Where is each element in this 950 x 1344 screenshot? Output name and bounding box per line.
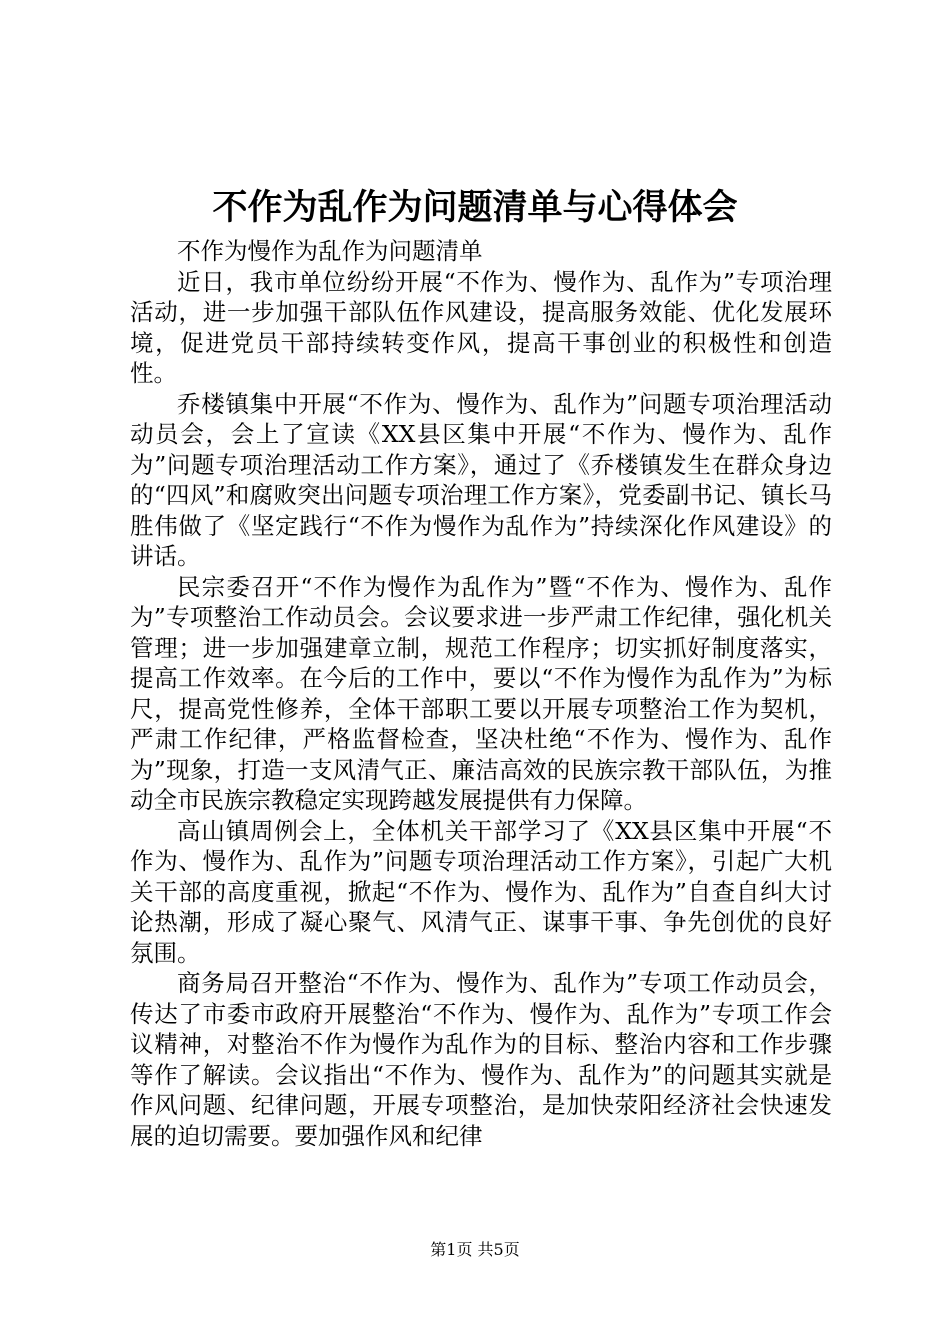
paragraph-subtitle: 不作为慢作为乱作为问题清单 [177, 237, 483, 265]
document-title: 不作为乱作为问题清单与心得体会 [212, 187, 738, 228]
paragraph-qiaolou: 乔楼镇集中开展“不作为、慢作为、乱作为”问题专项治理活动动员会，会上了宣读《XX县区集中开展“不作为、慢作为、乱作为”问题专项治理活动工作方案》，通过了《乔楼镇发生在群众身边的“四风”和腐败突出问题专项治理工作方案》，党委副书记、镇长马胜伟做了《坚定践行“不作为慢作为乱作为”持续深化作风建设》的讲话。 [130, 389, 832, 570]
paragraph-minzongwei: 民宗委召开“不作为慢作为乱作为”暨“不作为、慢作为、乱作为”专项整治工作动员会。会议要求进一步严肃工作纪律，强化机关管理；进一步加强建章立制，规范工作程序；切实抓好制度落实，提高工作效率。在今后的工作中，要以“不作为慢作为乱作为”为标尺，提高党性修养，全体干部职工要以开展专项整治工作为契机，严肃工作纪律，严格监督检查，坚决杜绝“不作为、慢作为、乱作为”现象，打造一支风清气正、廉洁高效的民族宗教干部队伍，为推动全市民族宗教稳定实现跨越发展提供有力保障。 [130, 572, 832, 814]
paragraph-intro: 近日，我市单位纷纷开展“不作为、慢作为、乱作为”专项治理活动，进一步加强干部队伍作风建设，提高服务效能、优化发展环境，促进党员干部持续转变作风，提高干事创业的积极性和创造性。 [130, 267, 832, 387]
paragraph-shangwuju: 商务局召开整治“不作为、慢作为、乱作为”专项工作动员会，传达了市委市政府开展整治“不作为、慢作为、乱作为”专项工作会议精神，对整治不作为慢作为乱作为的目标、整治内容和工作步骤等作了解读。会议指出“不作为、慢作为、乱作为”的问题其实就是作风问题、纪律问题，开展专项整治，是加快荥阳经济社会快速发展的迫切需要。要加强作风和纪律 [130, 969, 832, 1150]
paragraph-gaoshan: 高山镇周例会上，全体机关干部学习了《XX县区集中开展“不作为、慢作为、乱作为”问题专项治理活动工作方案》，引起广大机关干部的高度重视，掀起“不作为、慢作为、乱作为”自查自纠大讨论热潮，形成了凝心聚气、风清气正、谋事干事、争先创优的良好氛围。 [130, 816, 832, 967]
page-footer: 第1页 共5页 [430, 1240, 520, 1259]
document-body [130, 236, 832, 1151]
